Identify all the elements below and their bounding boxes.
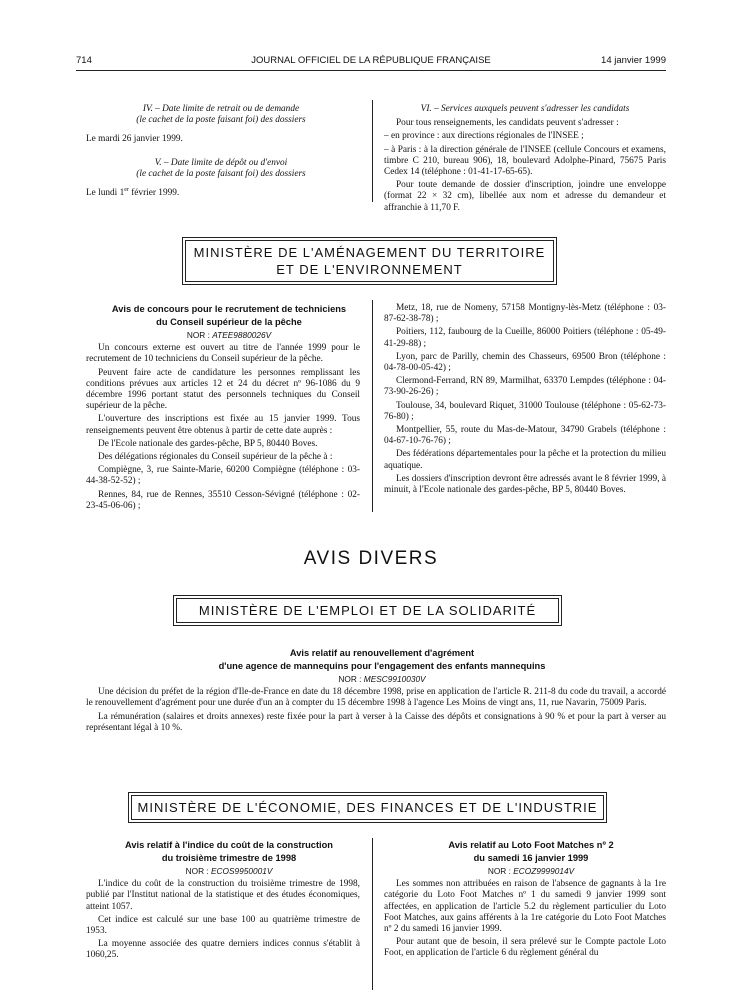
header-rule [76, 70, 666, 71]
paragraph: Poitiers, 112, faubourg de la Cueille, 86000 Poitiers (téléphone : 05-49-41-29-88) ; [384, 327, 666, 349]
paragraph: De l'Ecole nationale des gardes-pêche, BP 5, 80440 Boves. [98, 438, 318, 449]
section-v-sub: (le cachet de la poste faisant foi) des dossiers [136, 168, 306, 179]
paragraph: Clermond-Ferrand, RN 89, Marmilhat, 63370 Lempdes (téléphone : 04-73-90-26-26) ; [384, 376, 666, 398]
column-divider [372, 300, 373, 512]
section-title: AVIS DIVERS [303, 548, 439, 569]
paragraph: Les dossiers d'inscription devront être adressés avant le 8 février 1999, à minuit, à l'Ecole nationale des gardes-pêche, BP 5, 80440 Boves. [384, 473, 666, 496]
paragraph: La rémunération (salaires et droits annexes) reste fixée pour la part à verser à la Caisse des dépôts et consignations à 90 % et pour la part à verser au représentant légal à 10 %. [86, 711, 666, 733]
journal-title: JOURNAL OFFICIEL DE LA RÉPUBLIQUE FRANÇAISE [251, 55, 491, 66]
nor-reference: NOR : ECOS9950001V [185, 866, 273, 876]
paragraph: Cet indice est calculé sur une base 100 au quatrième trimestre de 1953. [86, 914, 360, 937]
avis-title-line-2: du samedi 16 janvier 1999 [473, 853, 589, 863]
paragraph: Rennes, 84, rue de Rennes, 35510 Cesson-Sévigné (téléphone : 02-23-45-06-06) ; [86, 489, 360, 511]
page-header [76, 55, 666, 71]
paragraph: Une décision du préfet de la région d'Ile-de-France en date du 18 décembre 1998, prise en application de l'article R. 211-8 du code du travail, a accordé le renouvellement d'agrément pour une durée d'un an à compter du 15 décembre 1998 à l'agence Les Moins de vingt ans, 11, rue Navarin, 75009 Paris. [86, 687, 666, 709]
paragraph: Toulouse, 34, boulevard Riquet, 31000 Toulouse (téléphone : 05-62-73-76-80) ; [384, 400, 666, 422]
section-vi-intro: Pour tous renseignements, les candidats peuvent s'adresser : [396, 118, 619, 129]
avis-title-line-1: Avis relatif au renouvellement d'agrément [289, 648, 475, 658]
nor-reference: NOR : MESC9910030V [338, 674, 426, 684]
issue-date: 14 janvier 1999 [601, 55, 666, 66]
ministry-line-2: ET DE L'ENVIRONNEMENT [276, 262, 463, 277]
section-iv-date: Le mardi 26 janvier 1999. [86, 134, 183, 145]
section-vi-item-2: – à Paris : à la direction générale de l'INSEE (cellule Concours et examens, timbre C 210, bureau 906), 18, boulevard Adolphe-Pinard, 75675 Paris Cedex 14 (téléphone : 01-41-17-65-65). [384, 144, 666, 178]
avis-mannequins [86, 648, 666, 736]
paragraph: L'indice du coût de la construction du troisième trimestre de 1998, publié par l'Institut national de la statistique et des études économiques, atteint 1057. [86, 879, 360, 912]
page-number: 714 [76, 55, 92, 66]
avis-loto-foot [384, 840, 666, 962]
ministry-line-1: MINISTÈRE DE L'EMPLOI ET DE LA SOLIDARITÉ [198, 603, 537, 618]
section-v-date: Le lundi 1er février 1999. [86, 186, 180, 199]
paragraph: Montpellier, 55, route du Mas-de-Matour, 34790 Grabels (téléphone : 04-67-10-76-76) ; [384, 425, 666, 447]
avis-concours-left [86, 304, 360, 514]
section-v-heading: V. – Date limite de dépôt ou d'envoi [154, 157, 288, 168]
ministry-line-1: MINISTÈRE DE L'AMÉNAGEMENT DU TERRITOIRE [193, 245, 546, 260]
avis-title-line-1: Avis relatif à l'indice du coût de la construction [125, 840, 333, 850]
paragraph: Lyon, parc de Parilly, chemin des Chasseurs, 69500 Bron (téléphone : 04-78-00-05-42) ; [384, 351, 666, 374]
paragraph: Metz, 18, rue de Nomeny, 57158 Montigny-lès-Metz (téléphone : 03-87-62-38-78) ; [384, 303, 666, 325]
avis-title-line-1: Avis de concours pour le recrutement de techniciens [111, 304, 347, 314]
ministry-line-1: MINISTÈRE DE L'ÉCONOMIE, DES FINANCES ET DE L'INDUSTRIE [137, 800, 598, 815]
nor-reference: NOR : ECOZ9999014V [487, 866, 575, 876]
avis-title-line-1: Avis relatif au Loto Foot Matches nº 2 [448, 840, 614, 850]
column-divider [372, 100, 373, 202]
ministry-box-economie [131, 795, 604, 820]
section-iv-heading: IV. – Date limite de retrait ou de demande [142, 104, 300, 114]
avis-title-line-2: du troisième trimestre de 1998 [161, 853, 297, 863]
section-vi-item-1: – en province : aux directions régionales de l'INSEE ; [384, 131, 584, 142]
paragraph: Des fédérations départementales pour la pêche et la protection du milieu aquatique. [384, 449, 666, 471]
nor-reference: NOR : ATEE9880026V [186, 330, 272, 340]
paragraph: Peuvent faire acte de candidature les personnes remplissant les conditions prévues aux articles 12 et 24 du décret nº 96-1086 du 9 décembre 1996 portant statut des personnels techniques du Conseil supérieur de la pêche. [86, 367, 360, 412]
paragraph: La moyenne associée des quatre derniers indices connus s'établit à 1060,25. [86, 939, 360, 961]
ministry-box-amenagement [185, 240, 554, 282]
avis-concours-right [384, 303, 666, 498]
paragraph: Pour autant que de besoin, il sera prélevé sur le Compte pactole Loto Foot, en application de l'article 6 du règlement général du [384, 937, 666, 959]
avis-title-line-2: du Conseil supérieur de la pêche [156, 317, 302, 327]
paragraph: Les sommes non attribuées en raison de l'absence de gagnants à la 1re catégorie du Loto Foot Matches nº 1 du samedi 9 janvier 1999 sont affectées, en application de l'article 5.2 du règlement particulier du Loto Foot Matches, aux gains afférents à la 1re catégorie du Loto Foot Matches nº 2 du samedi 16 janvier 1999. [384, 879, 666, 935]
avis-indice-construction [86, 840, 360, 964]
column-divider [372, 838, 373, 990]
section-vi-para: Pour toute demande de dossier d'inscription, joindre une enveloppe (format 22 × 32 cm), libellée aux nom et adresse du demandeur et affranchie à 11,70 F. [384, 180, 666, 213]
paragraph: Un concours externe est ouvert au titre de l'année 1999 pour le recrutement de 10 techniciens du Conseil supérieur de la pêche. [86, 343, 360, 365]
paragraph: Compiègne, 3, rue Sainte-Marie, 60200 Compiègne (téléphone : 03-44-38-52-52) ; [86, 465, 360, 487]
avis-title-line-2: d'une agence de mannequins pour l'engagement des enfants mannequins [218, 661, 546, 671]
ministry-box-emploi [176, 598, 559, 623]
section-iv-sub: (le cachet de la poste faisant foi) des dossiers [136, 115, 306, 126]
section-vi-heading: VI. – Services auxquels peuvent s'adresser les candidats [420, 104, 630, 114]
top-left-column [86, 104, 356, 201]
paragraph: Des délégations régionales du Conseil supérieur de la pêche à : [98, 452, 333, 463]
paragraph: L'ouverture des inscriptions est fixée au 15 janvier 1999. Tous renseignements peuvent être obtenus à partir de cette date auprès : [86, 414, 360, 436]
top-right-column [384, 104, 666, 216]
